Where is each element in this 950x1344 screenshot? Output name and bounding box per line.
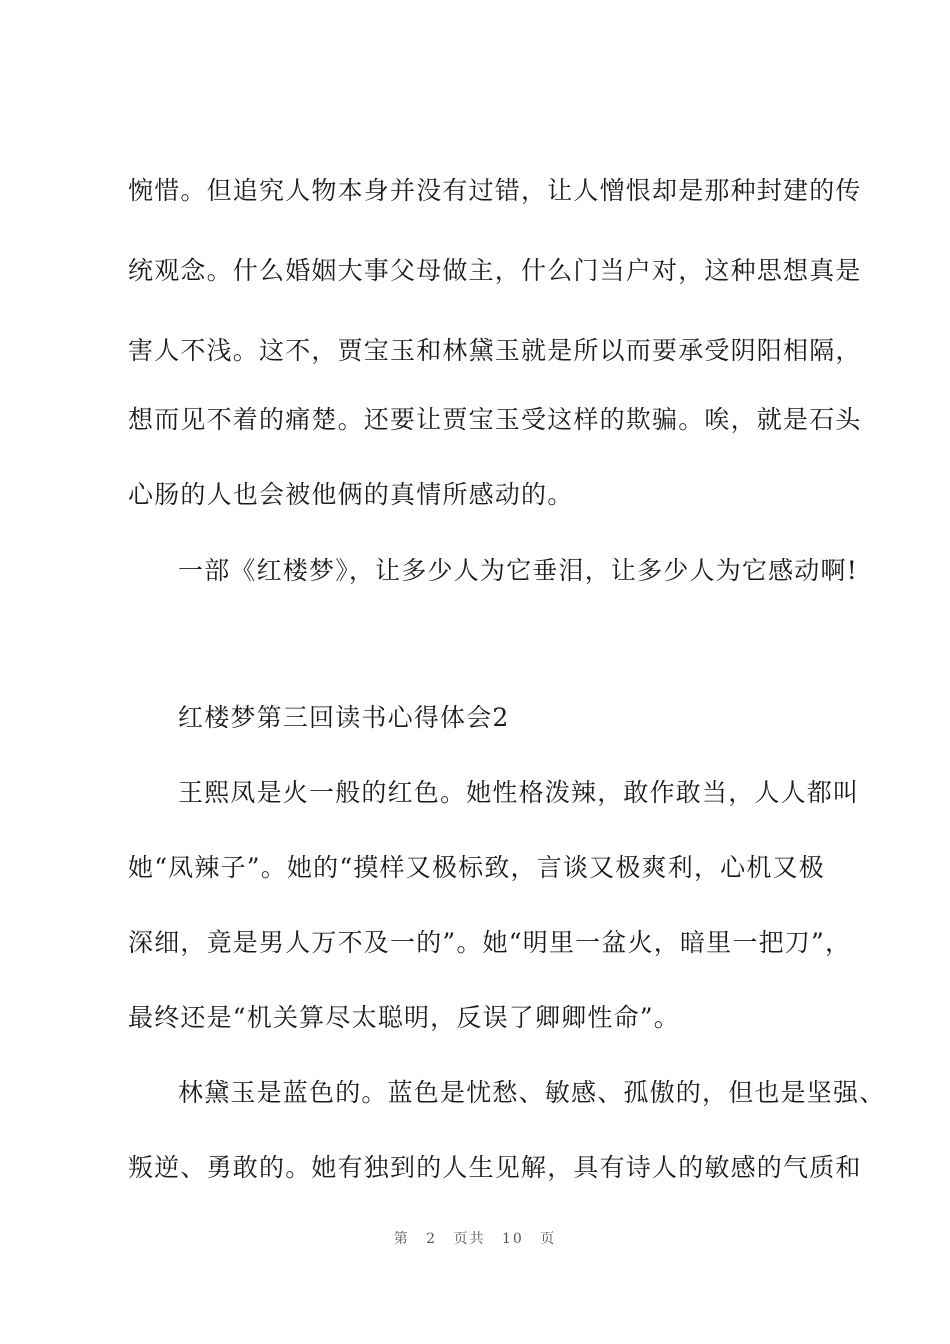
text-line: 叛逆、勇敢的。她有独到的人生见解，具有诗人的敏感的气质和 [128, 1153, 862, 1182]
text-line: 统观念。什么婚姻大事父母做主，什么门当户对，这种思想真是 [128, 256, 862, 285]
text-line: 心肠的人也会被他俩的真情所感动的。 [128, 480, 574, 509]
footer-suffix: 页 [540, 1231, 557, 1247]
page-footer [0, 1228, 950, 1248]
footer-middle: 页共 [453, 1231, 486, 1247]
text-line: 深细，竟是男人万不及一的”。她“明里一盆火，暗里一把刀”， [128, 928, 852, 957]
text-line: 最终还是“机关算尽太聪明，反误了卿卿性命”。 [128, 1003, 680, 1032]
text-line: 惋惜。但追究人物本身并没有过错，让人憎恨却是那种封建的传 [128, 176, 862, 205]
text-line: 林黛玉是蓝色的。蓝色是忧愁、敏感、孤傲的，但也是坚强、 [178, 1078, 886, 1107]
paragraph-closing-line: 一部《红楼梦》，让多少人为它垂泪，让多少人为它感动啊! [178, 556, 858, 585]
footer-prefix: 第 [393, 1231, 410, 1247]
section-heading: 红楼梦第三回读书心得体会2 [178, 703, 510, 732]
text-line: 害人不浅。这不，贾宝玉和林黛玉就是所以而要承受阴阳相隔， [128, 336, 862, 365]
text-line: 她“凤辣子”。她的“摸样又极标致，言谈又极爽利，心机又极 [128, 853, 825, 882]
footer-current-page: 2 [426, 1231, 438, 1247]
text-line: 想而见不着的痛楚。还要让贾宝玉受这样的欺骗。唉，就是石头 [128, 405, 862, 434]
text-line: 王熙凤是火一般的红色。她性格泼辣，敢作敢当，人人都叫 [178, 778, 860, 807]
footer-total-pages: 10 [502, 1231, 524, 1247]
